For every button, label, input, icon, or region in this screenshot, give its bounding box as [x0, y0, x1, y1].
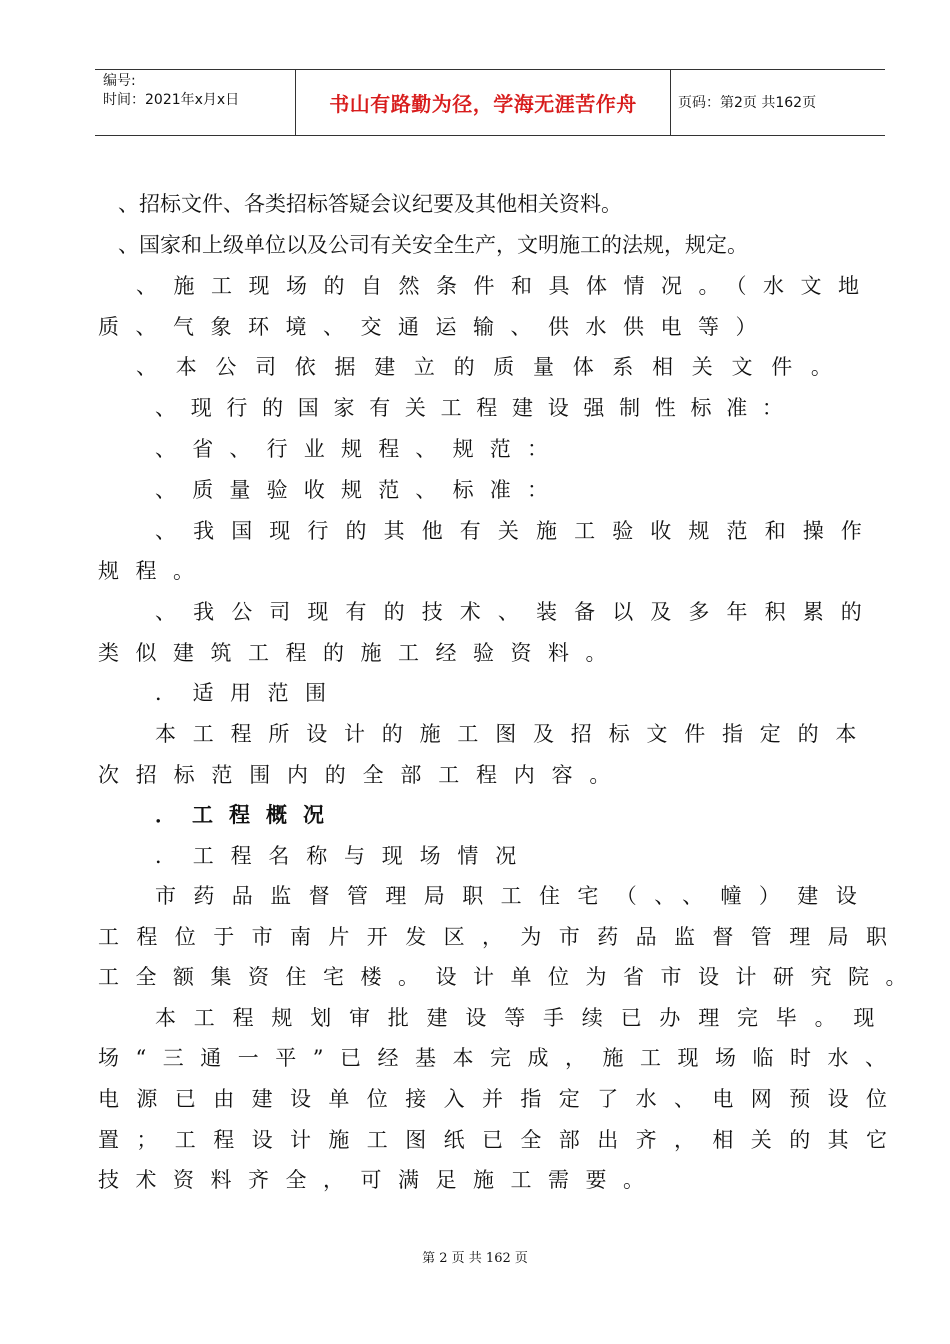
- header-divider-2: [670, 69, 671, 135]
- header-meta: [103, 72, 239, 110]
- body-line-14: 本工程所设计的施工图及招标文件指定的本: [155, 722, 874, 746]
- body-line-9: 、我国现行的其他有关施工验收规范和操作: [155, 519, 879, 543]
- doc-time: 时间：2021年x月x日: [103, 92, 240, 108]
- body-line-15: 次招标范围内的全部工程内容。: [98, 763, 628, 787]
- body-line-11: 、我公司现有的技术、装备以及多年积累的: [155, 600, 879, 624]
- section-heading: ．工程概况: [155, 802, 340, 827]
- header-page-info: 页码：第2页 共162页: [678, 95, 817, 111]
- body-line-10: 规程。: [98, 559, 211, 583]
- body-line-4: 质、气象环境、交通运输、供水供电等）: [98, 315, 773, 339]
- body-line-22: 场“三通一平”已经基本完成，施工现场临时水、: [98, 1046, 903, 1070]
- body-line-2: 、国家和上级单位以及公司有关安全生产，文明施工的法规，规定。: [118, 233, 748, 257]
- body-line-13: ．适用范围: [155, 681, 343, 705]
- body-line-12: 类似建筑工程的施工经验资料。: [98, 641, 623, 665]
- body-line-21: 本工程规划审批建设等手续已办理完毕。现: [155, 1006, 893, 1030]
- body-line-8: 、质量验收规范、标准：: [155, 478, 565, 502]
- body-line-1: 、招标文件、各类招标答疑会议纪要及其他相关资料。: [118, 192, 622, 216]
- header-bottom-rule: [95, 135, 885, 136]
- body-line-23: 电源已由建设单位接入并指定了水、电网预设位: [98, 1087, 905, 1111]
- header-motto: 书山有路勤为径，学海无涯苦作舟: [329, 91, 637, 116]
- doc-number-label: 编号:: [103, 73, 136, 89]
- page-footer: 第 2 页 共 162 页: [422, 1251, 528, 1266]
- body-line-3-text: 、施工现场的自然条件和具体情况。（水文地: [136, 274, 876, 298]
- body-line-3: [136, 272, 876, 300]
- body-line-18: 市药品监督管理局职工住宅（、、幢）建设: [155, 884, 875, 908]
- body-line-6: 、现行的国家有关工程建设强制性标准：: [155, 396, 798, 420]
- subsection-heading: ．工程名称与现场情况: [155, 844, 533, 868]
- body-line-25: 技术资料齐全，可满足施工需要。: [98, 1168, 661, 1192]
- body-line-5: 、本公司依据建立的质量体系相关文件。: [136, 355, 851, 379]
- body-line-19: 工程位于市南片开发区，为市药品监督管理局职: [98, 925, 905, 949]
- body-line-20: 工全额集资住宅楼。设计单位为省市设计研究院。: [98, 965, 923, 989]
- body-line-24: 置；工程设计施工图纸已全部出齐，相关的其它: [98, 1128, 905, 1152]
- body-line-7: 、省、行业规程、规范：: [155, 437, 565, 461]
